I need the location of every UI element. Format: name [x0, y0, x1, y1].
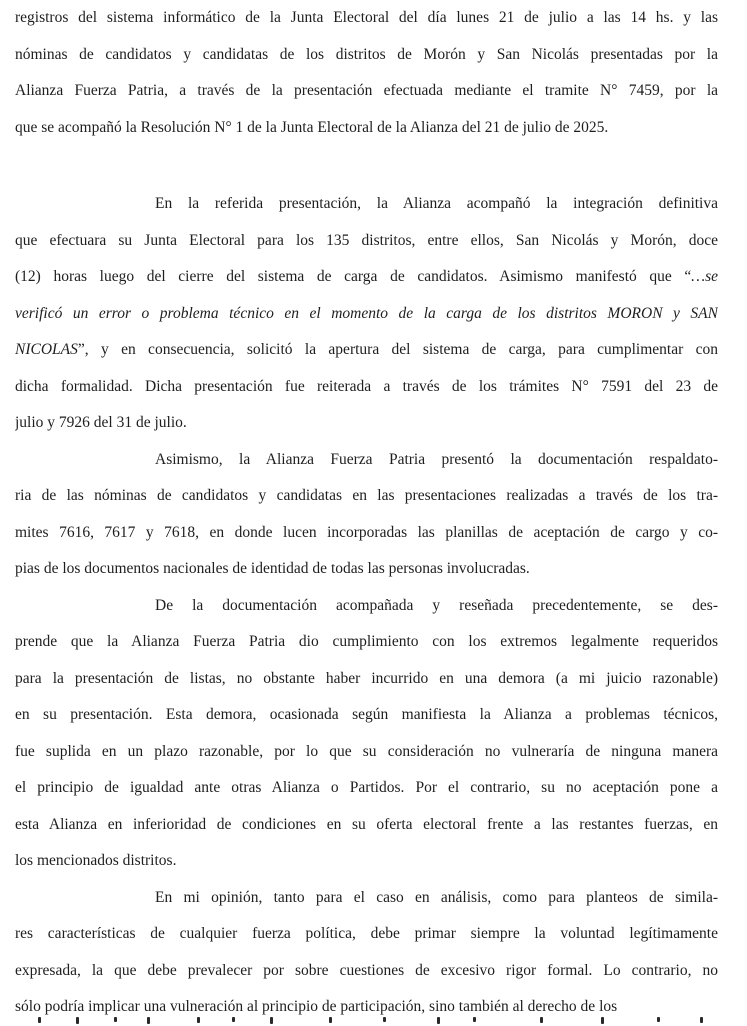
text-segment: dicha formalidad. Dicha presentación fue reiterada a través de los trámites N° 7591 del 23 de — [15, 377, 718, 395]
text-segment: Asimismo, la Alianza Fuerza Patria presentó la documentación respaldato- — [155, 450, 718, 468]
paragraph-3 — [15, 442, 718, 588]
text-line — [15, 405, 718, 442]
italic-quote-segment: NICOLAS — [15, 341, 78, 358]
text-line — [15, 770, 718, 807]
text-line — [15, 734, 718, 771]
text-segment: expresada, la que debe prevalecer por sobre cuestiones de excesivo rigor formal. Lo contrario, no — [15, 961, 718, 979]
text-segment: que efectuara su Junta Electoral para los 135 distritos, entre ellos, San Nicolás y Morón, doce — [15, 231, 718, 249]
text-segment: En la referida presentación, la Alianza acompañó la integración definitiva — [155, 195, 718, 212]
text-line — [15, 807, 718, 844]
text-line — [15, 624, 718, 661]
text-line — [15, 442, 718, 479]
text-segment: pias de los documentos nacionales de identidad de todas las personas involucradas. — [15, 560, 530, 577]
text-line — [15, 369, 718, 406]
text-segment: ”, y en consecuencia, solicitó la apertura del sistema de carga, para cumplimentar con — [77, 341, 718, 358]
text-line — [15, 843, 718, 880]
text-line — [15, 551, 718, 588]
text-line — [15, 223, 718, 260]
text-line — [15, 332, 718, 369]
text-line — [15, 953, 718, 990]
text-segment: fue suplida en un plazo razonable, por lo que su consideración no vulneraría de ninguna manera — [15, 742, 718, 760]
text-segment: De la documentación acompañada y reseñada precedentemente, se des- — [155, 596, 718, 614]
text-line — [15, 478, 718, 515]
text-segment: para la presentación de listas, no obstante haber incurrido en una demora (a mi juicio razonable) — [15, 669, 718, 687]
text-segment: que se acompañó la Resolución N° 1 de la Junta Electoral de la Alianza del 21 de julio de 2025. — [15, 118, 609, 136]
paragraph-2 — [15, 186, 718, 442]
text-line — [15, 697, 718, 734]
text-segment: el principio de igualdad ante otras Alianza o Partidos. Por el contrario, su no aceptación pone a — [15, 779, 718, 796]
text-segment: julio y 7926 del 31 de julio. — [15, 414, 187, 431]
paragraph-5 — [15, 880, 718, 1026]
text-segment: sólo podría implicar una vulneración al principio de participación, sino también al derecho de los — [15, 998, 618, 1015]
text-line — [15, 661, 718, 698]
text-segment: (12) horas luego del cierre del sistema de carga de candidatos. Asimismo manifestó que “ — [15, 268, 692, 285]
document-page — [15, 0, 718, 1026]
text-segment: en su presentación. Esta demora, ocasionada según manifiesta la Alianza a problemas técnicos, — [15, 706, 718, 723]
text-segment: registros del sistema informático de la Junta Electoral del día lunes 21 de julio a las 14 hs. y las — [15, 9, 718, 26]
text-line — [15, 296, 718, 333]
text-line — [15, 37, 718, 74]
text-line — [15, 515, 718, 552]
text-segment: nóminas de candidatos y candidatas de los distritos de Morón y San Nicolás presentadas por la — [15, 45, 718, 63]
text-line — [15, 110, 718, 147]
text-segment: prende que la Alianza Fuerza Patria dio cumplimiento con los extremos legalmente requeridos — [15, 633, 718, 650]
text-line — [15, 186, 718, 223]
text-segment: los mencionados distritos. — [15, 852, 177, 869]
paragraph-4 — [15, 588, 718, 880]
text-segment: Alianza Fuerza Patria, a través de la presentación efectuada mediante el tramite N° 7459, por la — [15, 82, 718, 99]
italic-quote-segment: …se — [691, 268, 718, 285]
text-line — [15, 0, 718, 37]
text-segment: ria de las nóminas de candidatos y candidatas en las presentaciones realizadas a través de los tra- — [15, 487, 718, 504]
text-segment: mites 7616, 7617 y 7618, en donde lucen incorporadas las planillas de aceptación de cargo y co- — [15, 523, 718, 541]
text-line — [15, 880, 718, 917]
text-line — [15, 916, 718, 953]
text-line — [15, 73, 718, 110]
paragraph-1 — [15, 0, 718, 146]
text-segment: esta Alianza en inferioridad de condiciones en su oferta electoral frente a las restantes fuerzas, en — [15, 815, 718, 833]
text-segment: En mi opinión, tanto para el caso en análisis, como para planteos de simila- — [155, 888, 718, 906]
text-line — [15, 588, 718, 625]
text-segment: res características de cualquier fuerza política, debe primar siempre la voluntad legítimamente — [15, 925, 718, 942]
italic-quote-segment: verificó un error o problema técnico en el momento de la carga de los distritos MORON y SAN — [15, 304, 718, 322]
clipped-line-fragment — [15, 1016, 718, 1024]
text-line — [15, 259, 718, 296]
